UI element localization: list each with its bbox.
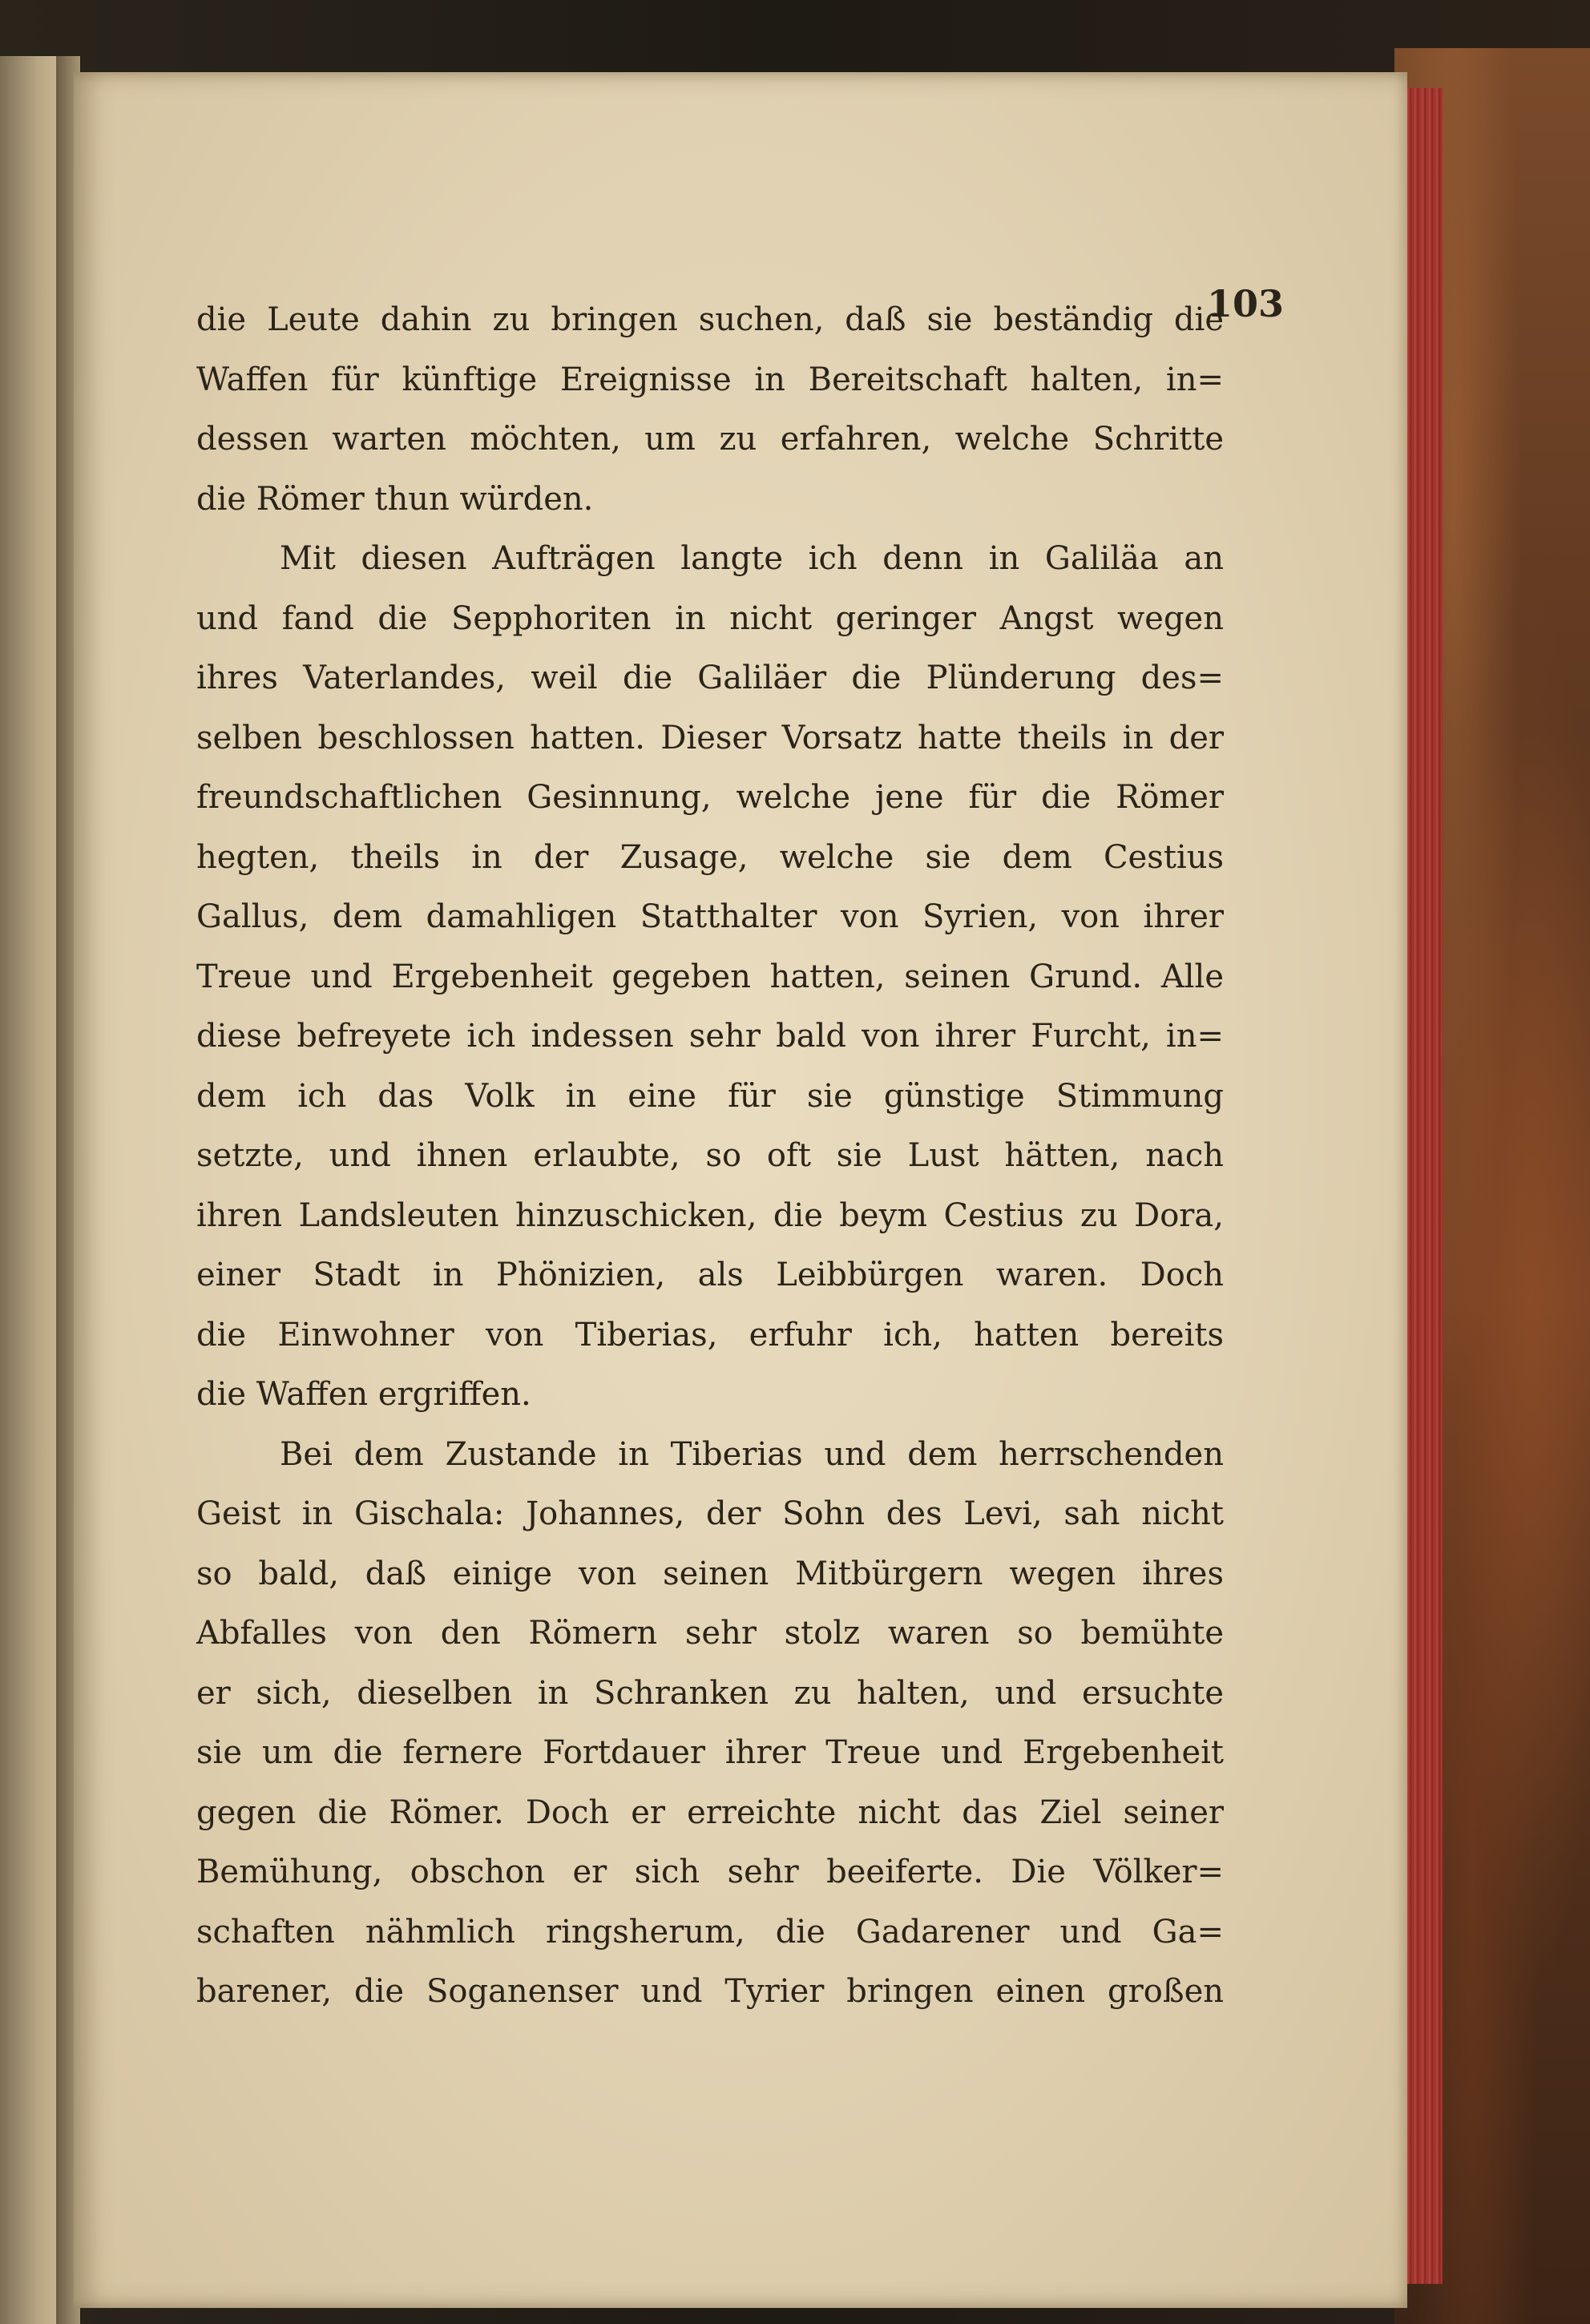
facing-page-edge [0, 56, 64, 2324]
text-line: Gallus, dem damahligen Statthalter von Syrien, von ihrer [196, 898, 1224, 935]
text-line: setzte, und ihnen erlaubte, so oft sie Lust hätten, nach [196, 1137, 1224, 1174]
page-number: 103 [1206, 282, 1284, 325]
paragraph-start-line: Mit diesen Aufträgen langte ich denn in Galiläa an [280, 540, 1224, 577]
text-line: sie um die fernere Fortdauer ihrer Treue und Ergebenheit [196, 1734, 1224, 1771]
text-line: die Waffen ergriffen. [196, 1376, 531, 1413]
paragraph-start-line: Bei dem Zustande in Tiberias und dem herrschenden [280, 1435, 1224, 1473]
text-line: Treue und Ergebenheit gegeben hatten, seinen Grund. Alle [196, 958, 1224, 995]
text-line: die Einwohner von Tiberias, erfuhr ich, hatten bereits [196, 1316, 1224, 1354]
body-text [196, 290, 1224, 2022]
text-line: freundschaftlichen Gesinnung, welche jene für die Römer [196, 779, 1224, 816]
text-line: Waffen für künftige Ereignisse in Bereitschaft halten, in= [196, 361, 1224, 398]
text-line: die Römer thun würden. [196, 480, 594, 518]
text-line: gegen die Römer. Doch er erreichte nicht das Ziel seiner [196, 1793, 1224, 1831]
text-line: dessen warten möchten, um zu erfahren, welche Schritte [196, 421, 1224, 458]
text-line: schaften nähmlich ringsherum, die Gadarener und Ga= [196, 1913, 1224, 1951]
text-line: er sich, dieselben in Schranken zu halten, und ersuchte [196, 1674, 1224, 1712]
text-line: und fand die Sepphoriten in nicht geringer Angst wegen [196, 599, 1224, 637]
text-line: dem ich das Volk in eine für sie günstige Stimmung [196, 1077, 1224, 1115]
text-line: Abfalles von den Römern sehr stolz waren so bemühte [196, 1615, 1224, 1652]
text-line: Geist in Gischala: Johannes, der Sohn des Levi, sah nicht [196, 1495, 1224, 1532]
text-line: hegten, theils in der Zusage, welche sie dem Cestius [196, 838, 1224, 876]
text-line: die Leute dahin zu bringen suchen, daß sie beständig die [196, 301, 1224, 338]
text-line: Bemühung, obschon er sich sehr beeiferte. Die Völker= [196, 1854, 1224, 1890]
red-page-edge [1404, 88, 1443, 2284]
text-line: ihren Landsleuten hinzuschicken, die beym Cestius zu Dora, [196, 1196, 1224, 1234]
text-line: so bald, daß einige von seinen Mitbürgern wegen ihres [196, 1555, 1224, 1592]
text-line: diese befreyete ich indessen sehr bald von ihrer Furcht, in= [196, 1018, 1224, 1055]
text-line: barener, die Soganenser und Tyrier bringen einen großen [196, 1973, 1224, 2010]
text-line: selben beschlossen hatten. Dieser Vorsatz hatte theils in der [196, 719, 1224, 757]
text-line: ihres Vaterlandes, weil die Galiläer die Plünderung des= [196, 660, 1224, 696]
text-line: einer Stadt in Phönizien, als Leibbürgen waren. Doch [196, 1257, 1224, 1293]
